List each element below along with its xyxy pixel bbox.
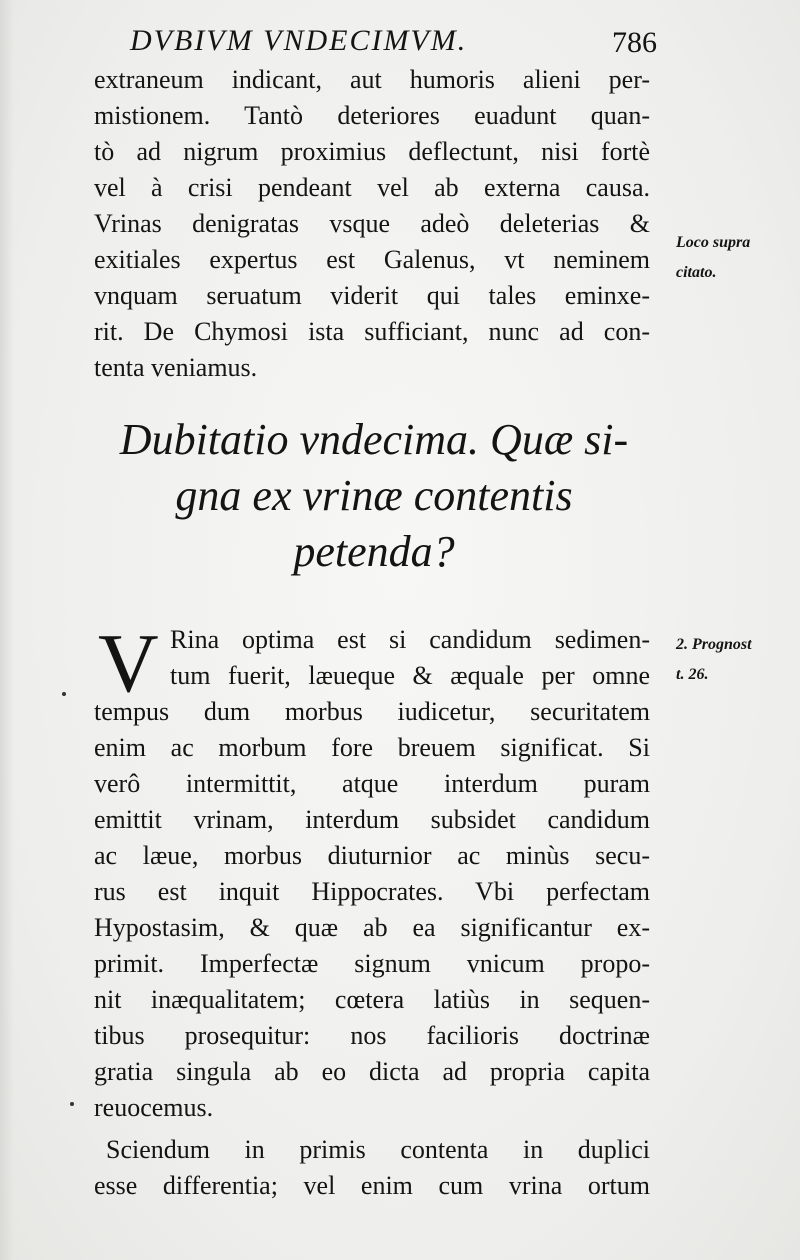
print-speck	[62, 692, 66, 696]
page-number: 786	[612, 26, 657, 59]
text-line: tum fuerit, læueque & æquale per omne	[170, 661, 650, 690]
text-line: ac læue, morbus diuturnior ac minùs secu-	[94, 841, 650, 870]
text-line: extraneum indicant, aut humoris alieni per-	[94, 65, 650, 94]
text-line: emittit vrinam, interdum subsidet candidum	[94, 805, 650, 834]
text-line: tibus prosequitur: nos facilioris doctrinæ	[94, 1021, 650, 1050]
margin-note-line: Loco supra	[676, 234, 751, 251]
text-line: exitiales expertus est Galenus, vt neminem	[94, 245, 650, 274]
text-line: verô intermittit, atque interdum puram	[94, 769, 650, 798]
text-line: primit. Imperfectæ signum vnicum propo-	[94, 949, 650, 978]
section-heading-line: gna ex vrinæ contentis	[175, 471, 573, 520]
text-line: tò ad nigrum proximius deflectunt, nisi fortè	[94, 137, 650, 166]
text-line: rus est inquit Hippocrates. Vbi perfectam	[94, 877, 650, 906]
text-line: rit. De Chymosi ista sufficiant, nunc ad con-	[94, 317, 650, 346]
text-line: Vrinas denigratas vsque adeò deleterias &	[94, 209, 650, 238]
margin-note-line: t. 26.	[676, 666, 709, 683]
print-speck	[70, 1102, 74, 1106]
margin-note-line: citato.	[676, 264, 717, 281]
running-head: DVBIVM VNDECIMVM.	[130, 24, 468, 57]
page-gutter-shadow	[0, 0, 14, 1260]
drop-cap: V	[98, 617, 159, 710]
text-line: Sciendum in primis contenta in duplici	[106, 1135, 650, 1164]
text-line: Hypostasim, & quæ ab ea significantur ex-	[94, 913, 650, 942]
text-line: enim ac morbum fore breuem significat. Si	[94, 733, 650, 762]
text-line: tempus dum morbus iudicetur, securitatem	[94, 697, 650, 726]
text-line: tenta veniamus.	[94, 353, 258, 382]
text-line: Rina optima est si candidum sedimen-	[170, 625, 650, 654]
text-line: nit inæqualitatem; cœtera latiùs in sequen-	[94, 985, 650, 1014]
section-heading-line: petenda?	[293, 527, 455, 576]
text-line: vel à crisi pendeant vel ab externa causa.	[94, 173, 650, 202]
margin-note-line: 2. Prognost	[676, 636, 752, 653]
text-line: gratia singula ab eo dicta ad propria capita	[94, 1057, 650, 1086]
text-line: reuocemus.	[94, 1093, 214, 1122]
text-line: vnquam seruatum viderit qui tales eminxe-	[94, 281, 650, 310]
text-line: mistionem. Tantò deteriores euadunt quan-	[94, 101, 650, 130]
text-line: esse differentia; vel enim cum vrina ortum	[94, 1171, 650, 1200]
section-heading-line: Dubitatio vndecima. Quæ si-	[119, 415, 629, 464]
